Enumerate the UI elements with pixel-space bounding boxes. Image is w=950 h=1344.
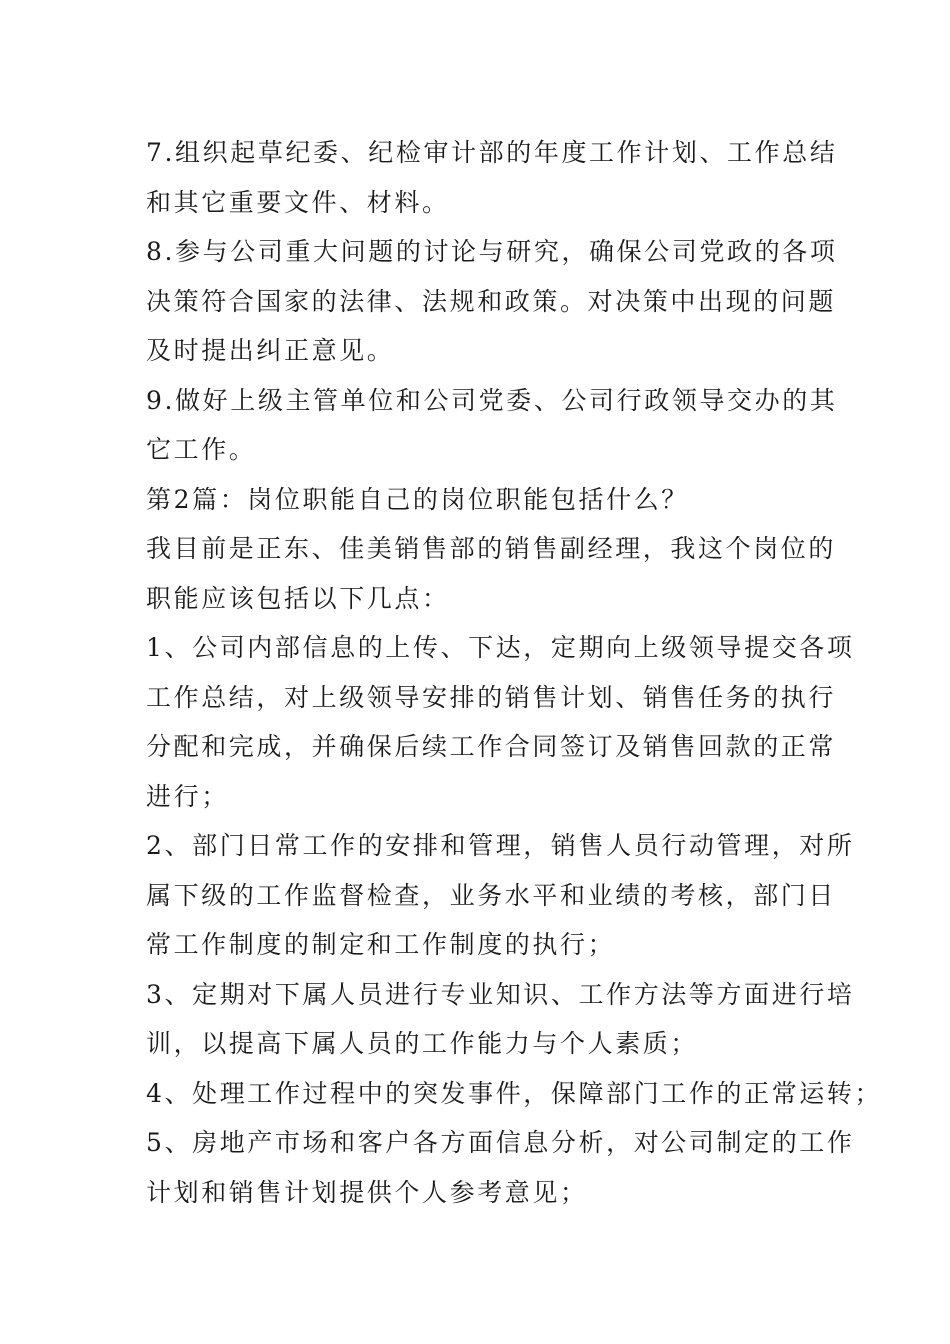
- text-line-7: 它工作。: [146, 435, 257, 464]
- text-line-2: 和其它重要文件、材料。: [146, 187, 450, 217]
- text-line-11: 1、公司内部信息的上传、下达，定期向上级领导提交各项: [146, 633, 855, 662]
- document-body: [146, 128, 883, 1217]
- text-line-4: 决策符合国家的法律、法规和政策。对决策中出现的问题: [146, 286, 837, 316]
- text-line-12: 工作总结，对上级领导安排的销售计划、销售任务的执行: [146, 682, 837, 712]
- text-line-6: 9.做好上级主管单位和公司党委、公司行政领导交办的其: [146, 385, 838, 415]
- section-heading: 第2篇：岗位职能自己的岗位职能包括什么？: [146, 484, 689, 514]
- text-line-15: 2、部门日常工作的安排和管理，销售人员行动管理，对所: [146, 831, 855, 860]
- text-line-20: 4、处理工作过程中的突发事件，保障部门工作的正常运转；: [146, 1078, 883, 1108]
- text-line-16: 属下级的工作监督检查，业务水平和业绩的考核，部门日: [146, 880, 837, 910]
- text-line-19: 训，以提高下属人员的工作能力与个人素质；: [146, 1029, 699, 1058]
- text-line-14: 进行；: [146, 781, 229, 811]
- text-line-18: 3、定期对下属人员进行专业知识、工作方法等方面进行培: [146, 979, 855, 1009]
- text-line-22: 计划和销售计划提供个人参考意见；: [146, 1177, 588, 1207]
- text-line-17: 常工作制度的制定和工作制度的执行；: [146, 930, 616, 959]
- text-line-13: 分配和完成，并确保后续工作合同签订及销售回款的正常: [146, 732, 837, 761]
- text-line-9: 我目前是正东、佳美销售部的销售副经理，我这个岗位的: [146, 534, 837, 563]
- text-line-3: 8.参与公司重大问题的讨论与研究，确保公司党政的各项: [146, 237, 838, 266]
- text-line-1: 7.组织起草纪委、纪检审计部的年度工作计划、工作总结: [146, 138, 838, 167]
- text-line-5: 及时提出纠正意见。: [146, 336, 395, 365]
- text-line-10: 职能应该包括以下几点：: [146, 583, 450, 613]
- text-line-21: 5、房地产市场和客户各方面信息分析，对公司制定的工作: [146, 1128, 855, 1157]
